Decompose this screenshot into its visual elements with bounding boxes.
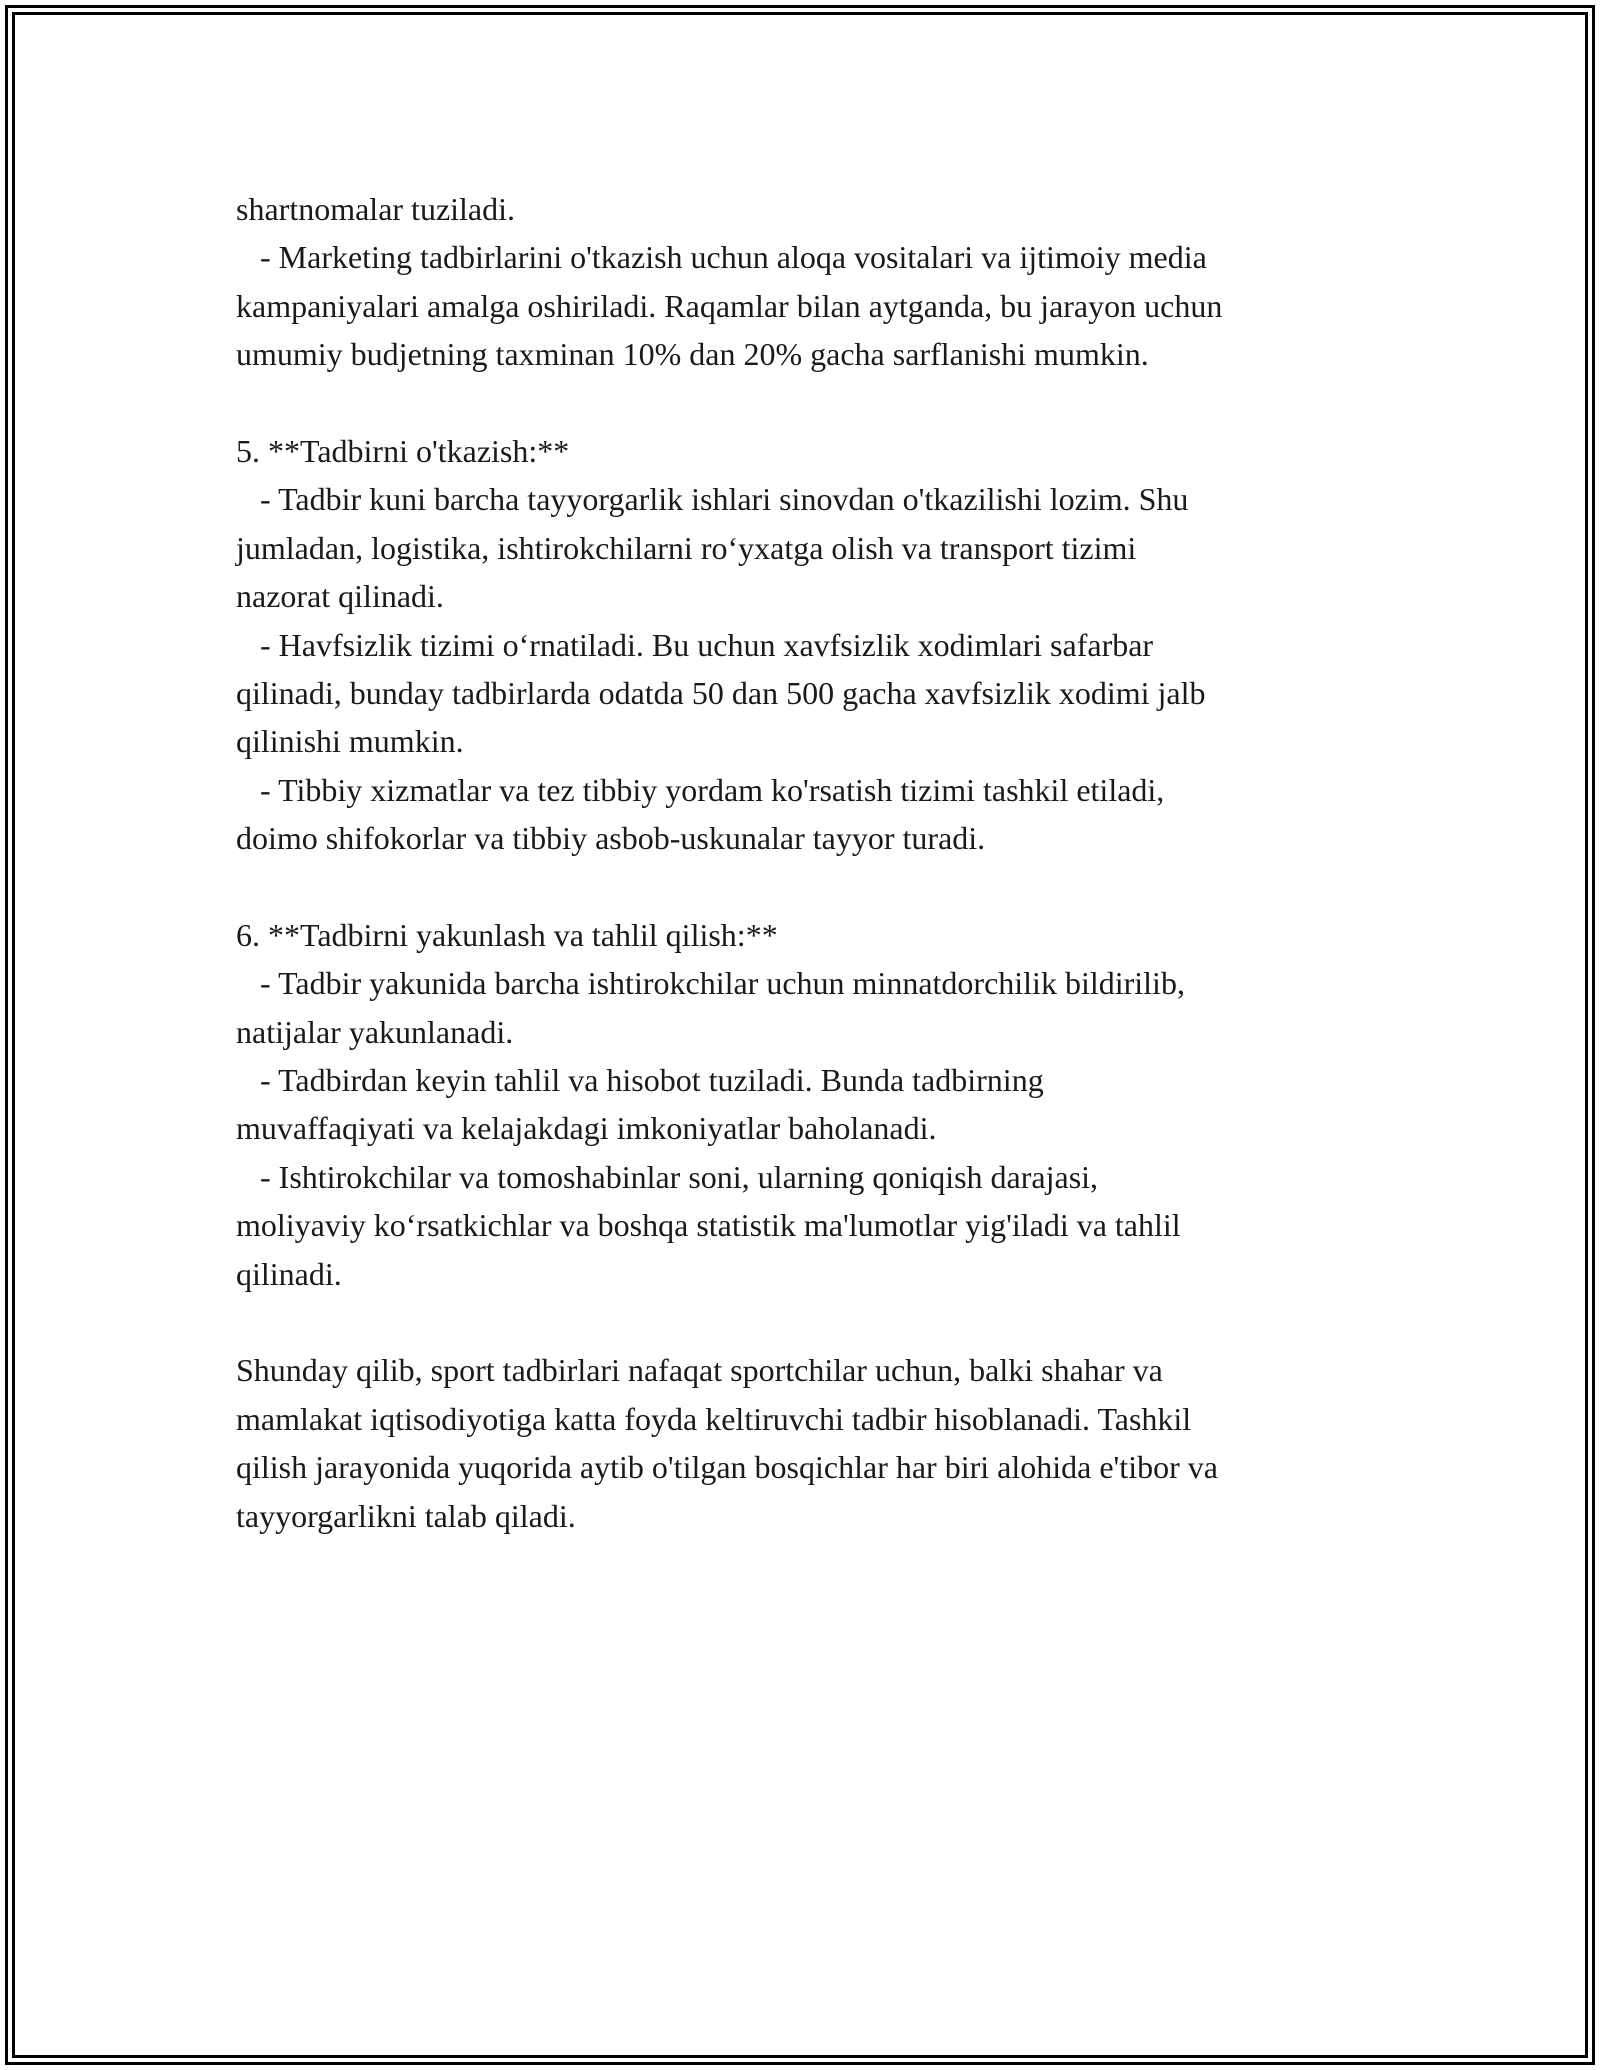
text-line: - Tibbiy xizmatlar va tez tibbiy yordam ko'rsatish tizimi tashkil etiladi, <box>236 771 1165 808</box>
text-line: - Marketing tadbirlarini o'tkazish uchun aloqa vositalari va ijtimoiy media <box>236 239 1207 276</box>
blank-line <box>236 379 1396 427</box>
text-line: - Tadbir yakunida barcha ishtirokchilar uchun minnatdorchilik bildirilib, <box>236 965 1185 1002</box>
section-heading: 5. **Tadbirni o'tkazish:** <box>236 432 570 469</box>
text-line: nazorat qilinadi. <box>236 578 444 615</box>
blank-line <box>236 1298 1396 1346</box>
text-line: - Tadbirdan keyin tahlil va hisobot tuziladi. Bunda tadbirning <box>236 1062 1044 1099</box>
text-line: natijalar yakunlanadi. <box>236 1013 514 1050</box>
text-line: shartnomalar tuziladi. <box>236 191 516 227</box>
text-line: - Havfsizlik tizimi o‘rnatiladi. Bu uchun xavfsizlik xodimlari safarbar <box>236 626 1154 663</box>
text-line: qilinadi. <box>236 1255 342 1292</box>
conclusion-line: Shunday qilib, sport tadbirlari nafaqat sportchilar uchun, balki shahar va <box>236 1352 1163 1389</box>
document-body <box>236 185 1396 1540</box>
conclusion-line: qilish jarayonida yuqorida aytib o'tilgan bosqichlar har biri alohida e'tibor va <box>236 1449 1218 1486</box>
text-line: - Tadbir kuni barcha tayyorgarlik ishlari sinovdan o'tkazilishi lozim. Shu <box>236 481 1189 518</box>
text-line: muvaffaqiyati va kelajakdagi imkoniyatlar baholanadi. <box>236 1110 937 1147</box>
text-line: kampaniyalari amalga oshiriladi. Raqamlar bilan aytganda, bu jarayon uchun <box>236 287 1223 324</box>
section-heading: 6. **Tadbirni yakunlash va tahlil qilish:** <box>236 916 778 953</box>
text-line: moliyaviy ko‘rsatkichlar va boshqa statistik ma'lumotlar yig'iladi va tahlil <box>236 1207 1181 1244</box>
text-line: qilinishi mumkin. <box>236 723 464 760</box>
blank-line <box>236 862 1396 910</box>
text-line: - Ishtirokchilar va tomoshabinlar soni, ularning qoniqish darajasi, <box>236 1158 1099 1195</box>
conclusion-line: mamlakat iqtisodiyotiga katta foyda keltiruvchi tadbir hisoblanadi. Tashkil <box>236 1400 1192 1437</box>
text-line: qilinadi, bunday tadbirlarda odatda 50 dan 500 gacha xavfsizlik xodimi jalb <box>236 674 1206 711</box>
text-line: jumladan, logistika, ishtirokchilarni ro‘yxatga olish va transport tizimi <box>236 529 1137 566</box>
conclusion-line: tayyorgarlikni talab qiladi. <box>236 1497 576 1534</box>
text-line: umumiy budjetning taxminan 10% dan 20% gacha sarflanishi mumkin. <box>236 336 1149 373</box>
text-line: doimo shifokorlar va tibbiy asbob-uskunalar tayyor turadi. <box>236 820 986 857</box>
